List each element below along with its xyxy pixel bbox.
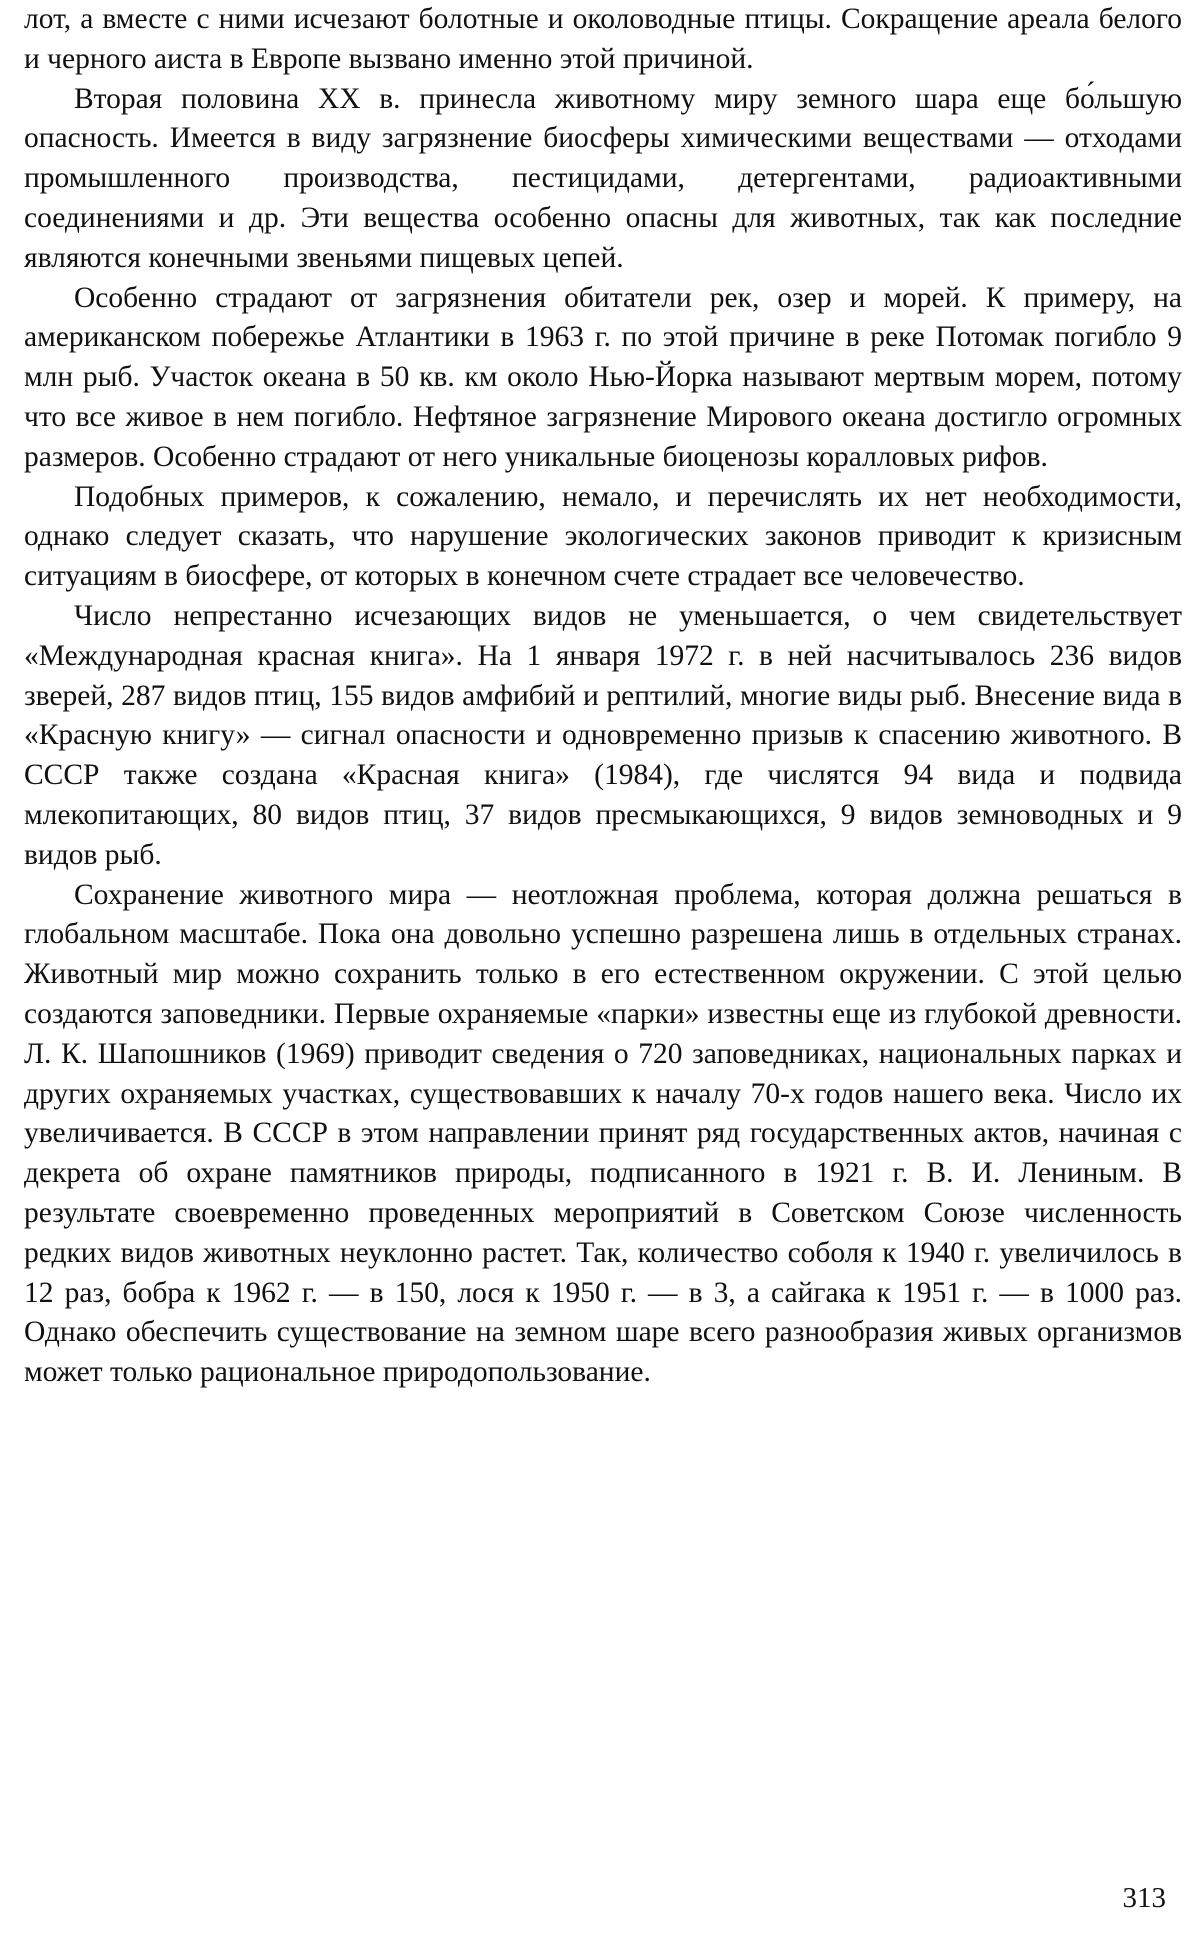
page-number: 313 — [1122, 1882, 1166, 1914]
paragraph-water-pollution: Особенно страдают от загрязнения обитатели рек, озер и морей. К примеру, на американском побережье Атлантики в 1963 г. по этой причине в реке Потомак погибло 9 млн рыб. Участок океана в 50 кв. км около Нью-Йорка называют мертвым морем, потому что все живое в нем погибло. Нефтяное загрязнение Мирового океана достигло огромных размеров. Особенно страдают от него уникальные биоценозы коралловых рифов. — [24, 281, 1182, 473]
paragraph-ecological-crisis: Подобных примеров, к сожалению, немало, и перечислять их нет необходимости, однако следует сказать, что нарушение экологических законов приводит к кризисным ситуациям в биосфере, от которых в конечном счете страдает все человечество. — [24, 480, 1182, 593]
paragraph-continuation: лот, а вместе с ними исчезают болотные и околоводные птицы. Сокращение ареала белого и черного аиста в Европе вызвано именно этой причиной. — [24, 3, 1182, 75]
paragraph-conservation: Сохранение животного мира — неотложная проблема, которая должна решаться в глобальном масштабе. Пока она довольно успешно разрешена лишь в отдельных странах. Животный мир можно сохранить только в его естественном окружении. С этой целью создаются заповедники. Первые охраняемые «парки» известны еще из глубокой древности. Л. К. Шапошников (1969) приводит сведения о 720 заповедниках, национальных парках и других охраняемых участках, существовавших к началу 70-х годов нашего века. Число их увеличивается. В СССР в этом направлении принят ряд государственных актов, начиная с декрета об охране памятников природы, подписанного в 1921 г. В. И. Лениным. В результате своевременно проведенных мероприятий в Советском Союзе численность редких видов животных неуклонно растет. Так, количество соболя к 1940 г. увеличилось в 12 раз, бобра к 1962 г. — в 150, лося к 1950 г. — в 3, а сайгака к 1951 г. — в 1000 раз. Однако обеспечить существование на земном шаре всего разнообразия живых организмов может только рациональное природопользование. — [24, 878, 1182, 1389]
paragraph-red-book: Число непрестанно исчезающих видов не уменьшается, о чем свидетельствует «Международная красная книга». На 1 января 1972 г. в ней насчитывалось 236 видов зверей, 287 видов птиц, 155 видов амфибий и рептилий, многие виды рыб. Внесение вида в «Красную книгу» — сигнал опасности и одновременно призыв к спасению животного. В СССР также создана «Красная книга» (1984), где числятся 94 вида и подвида млекопитающих, 80 видов птиц, 37 видов пресмыкающихся, 9 видов земноводных и 9 видов рыб. — [24, 599, 1182, 871]
page-body — [24, 0, 1182, 1393]
paragraph-biosphere-pollution: Вторая половина XX в. принесла животному миру земного шара еще бо́льшую опасность. Имеется в виду загрязнение биосферы химическими веществами — отходами промышленного производства, пестицидами, детергентами, радиоактивными соединениями и др. Эти вещества особенно опасны для животных, так как последние являются конечными звеньями пищевых цепей. — [24, 82, 1182, 274]
